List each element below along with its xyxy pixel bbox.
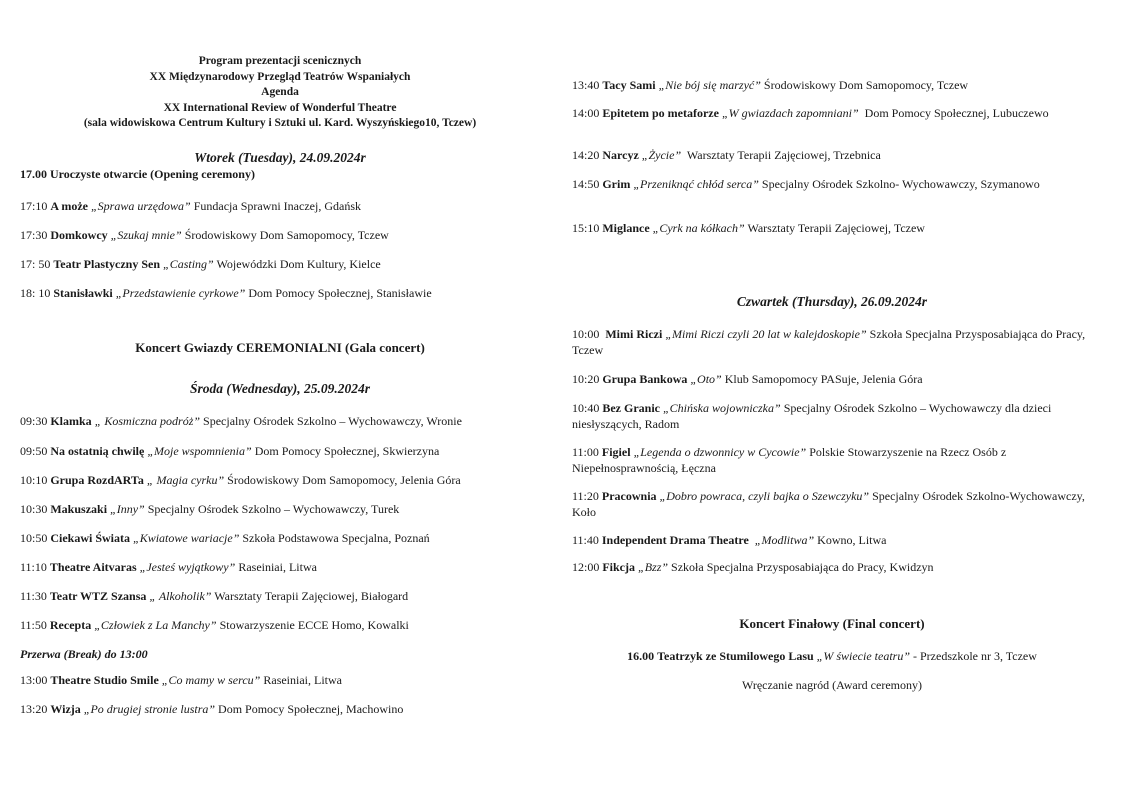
schedule-entry: 10:30 Makuszaki „Inny” Specjalny Ośrodek Szkolno – Wychowawczy, Turek	[20, 502, 400, 516]
program-header	[20, 54, 540, 132]
day-title-thursday: Czwartek (Thursday), 26.09.2024r	[736, 294, 928, 309]
schedule-entry: 10:20 Grupa Bankowa „Oto” Klub Samopomocy PASuje, Jelenia Góra	[572, 372, 923, 386]
schedule-entry: 12:00 Fikcja „Bzz” Szkoła Specjalna Przysposabiająca do Pracy, Kwidzyn	[572, 560, 934, 574]
day-title-tuesday: Wtorek (Tuesday), 24.09.2024r	[194, 150, 366, 165]
schedule-entry: 10:10 Grupa RozdARTa „ Magia cyrku” Środowiskowy Dom Samopomocy, Jelenia Góra	[20, 473, 461, 487]
left-column	[20, 0, 540, 800]
schedule-entry: 11:30 Teatr WTZ Szansa „ Alkoholik” Warsztaty Terapii Zajęciowej, Białogard	[20, 589, 409, 603]
schedule-entry: 17:30 Domkowcy „Szukaj mnie” Środowiskowy Dom Samopomocy, Tczew	[20, 228, 389, 242]
schedule-entry: 13:00 Theatre Studio Smile „Co mamy w sercu” Raseiniai, Litwa	[20, 673, 343, 687]
day-title-wednesday: Środa (Wednesday), 25.09.2024r	[189, 381, 371, 396]
schedule-entry: 13:20 Wizja „Po drugiej stronie lustra” Dom Pomocy Społecznej, Machowino	[20, 702, 404, 716]
schedule-entry: 10:40 Bez Granic „Chińska wojowniczka” Specjalny Ośrodek Szkolno – Wychowawczy dla dzieci niesłyszących, Radom	[572, 401, 1052, 431]
schedule-entry: 11:10 Theatre Aitvaras „Jesteś wyjątkowy” Raseiniai, Litwa	[20, 560, 317, 574]
schedule-entry: 09:30 Klamka „ Kosmiczna podróż” Specjalny Ośrodek Szkolno – Wychowawczy, Wronie	[20, 414, 462, 428]
header-line-4: XX International Review of Wonderful Theatre	[163, 101, 397, 114]
schedule-entry: 13:40 Tacy Sami „Nie bój się marzyć” Środowiskowy Dom Samopomocy, Tczew	[572, 78, 969, 92]
schedule-entry: 17: 50 Teatr Plastyczny Sen „Casting” Wojewódzki Dom Kultury, Kielce	[20, 257, 381, 271]
schedule-entry: 14:00 Epitetem po metaforze „W gwiazdach zapomniani” Dom Pomocy Społecznej, Lubuczewo	[572, 106, 1049, 120]
schedule-entry: 09:50 Na ostatnią chwilę „Moje wspomnienia” Dom Pomocy Społecznej, Skwierzyna	[20, 444, 440, 458]
header-line-3: Agenda	[261, 86, 299, 98]
schedule-entry: 14:20 Narcyz „Życie” Warsztaty Terapii Zajęciowej, Trzebnica	[572, 148, 881, 162]
final-concert-entry: 16.00 Teatrzyk ze Stumilowego Lasu „W świecie teatru” - Przedszkole nr 3, Tczew	[627, 649, 1037, 663]
schedule-entry: 10:00 Mimi Riczi „Mimi Riczi czyli 20 lat w kalejdoskopie” Szkoła Specjalna Przysposabiająca do Pracy, Tczew	[572, 327, 1086, 357]
schedule-entry: 11:40 Independent Drama Theatre „Modlitwa” Kowno, Litwa	[572, 533, 887, 547]
opening-ceremony: 17.00 Uroczyste otwarcie (Opening ceremony)	[20, 167, 255, 181]
header-line-2: XX Międzynarodowy Przegląd Teatrów Wspaniałych	[149, 70, 411, 83]
schedule-entry: 11:50 Recepta „Człowiek z La Manchy” Stowarzyszenie ECCE Homo, Kowalki	[20, 618, 409, 632]
header-line-1: Program prezentacji scenicznych	[198, 55, 362, 67]
schedule-entry: 10:50 Ciekawi Świata „Kwiatowe wariacje” Szkoła Podstawowa Specjalna, Poznań	[20, 531, 430, 545]
schedule-entry: 17:10 A może „Sprawa urzędowa” Fundacja Sprawni Inaczej, Gdańsk	[20, 199, 361, 213]
schedule-entry: 11:20 Pracownia „Dobro powraca, czyli bajka o Szewczyku” Specjalny Ośrodek Szkolno-Wychowawczy, Koło	[572, 489, 1085, 519]
header-line-5: (sala widowiskowa Centrum Kultury i Sztuki ul. Kard. Wyszyńskiego10, Tczew)	[83, 117, 477, 129]
award-ceremony: Wręczanie nagród (Award ceremony)	[742, 678, 922, 692]
gala-concert-title: Koncert Gwiazdy CEREMONIALNI (Gala concert)	[135, 340, 425, 355]
schedule-entry: 18: 10 Stanisławki „Przedstawienie cyrkowe” Dom Pomocy Społecznej, Stanisławie	[20, 286, 432, 300]
schedule-entry: 14:50 Grim „Przeniknąć chłód serca” Specjalny Ośrodek Szkolno- Wychowawczy, Szymanowo	[572, 177, 1040, 191]
final-concert-title: Koncert Finałowy (Final concert)	[739, 616, 925, 631]
right-column	[572, 0, 1092, 800]
break-notice: Przerwa (Break) do 13:00	[20, 647, 148, 661]
schedule-entry: 11:00 Figiel „Legenda o dzwonnicy w Cycowie” Polskie Stowarzyszenie na Rzecz Osób z Niepełnosprawnością, Łęczna	[572, 445, 1007, 475]
schedule-entry: 15:10 Miglance „Cyrk na kółkach” Warsztaty Terapii Zajęciowej, Tczew	[572, 221, 925, 235]
